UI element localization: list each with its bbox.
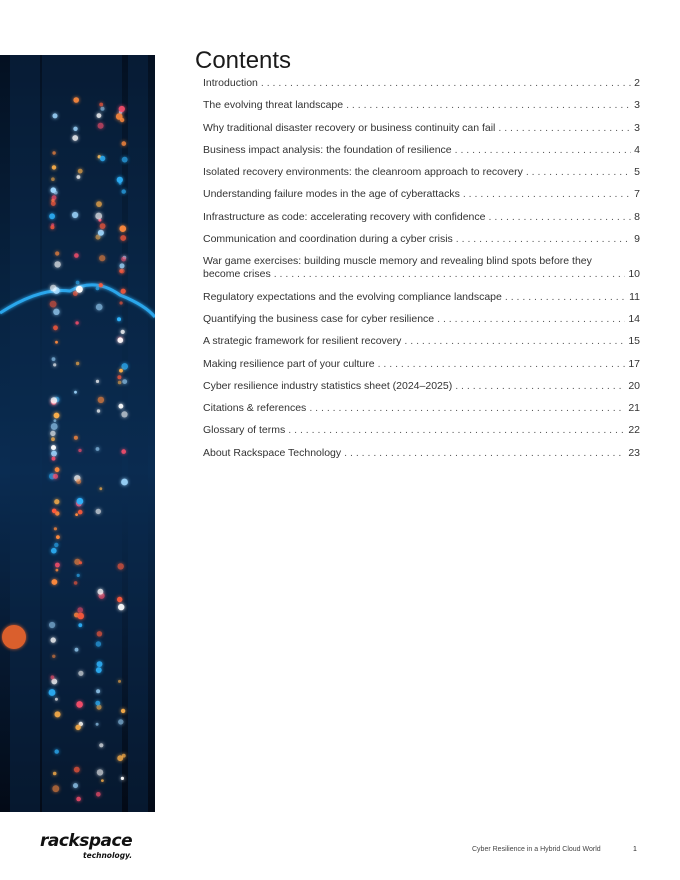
toc-leader-dots [404, 335, 625, 348]
toc-leader-dots [288, 424, 625, 437]
toc-entry-infrastructure-as-code[interactable] [203, 211, 640, 224]
toc-entry-introduction[interactable] [203, 77, 640, 90]
toc-leader-dots [463, 188, 631, 201]
toc-entry-threat-landscape[interactable] [203, 99, 640, 112]
toc-entry-label: Introduction [203, 77, 258, 89]
toc-leader-dots [309, 402, 625, 415]
toc-entry-label: Cyber resilience industry statistics sheet (2024–2025) [203, 379, 453, 392]
server-rack-hero-image [0, 55, 155, 812]
toc-entry-isolated-recovery[interactable] [203, 166, 640, 179]
toc-page-number: 9 [634, 233, 640, 246]
toc-entry-label: Quantifying the business case for cyber resilience [203, 312, 435, 325]
rackspace-logo [40, 832, 132, 860]
toc-entry-business-impact-analysis[interactable] [203, 144, 640, 157]
toc-leader-dots [498, 122, 631, 135]
server-lights-graphic [0, 55, 155, 812]
toc-leader-dots [456, 233, 631, 246]
toc-leader-dots [346, 99, 631, 112]
toc-entry-citations[interactable] [203, 402, 640, 415]
toc-leader-dots [488, 211, 631, 224]
footer-document-title: Cyber Resilience in a Hybrid Cloud World [472, 846, 601, 853]
toc-page-number: 20 [628, 379, 640, 392]
toc-page-number: 2 [634, 77, 640, 89]
toc-entry-about-rackspace[interactable] [203, 447, 640, 460]
toc-entry-label: Regulatory expectations and the evolving compliance landscape [203, 290, 502, 303]
toc-entry-label: Infrastructure as code: accelerating recovery with confidence [203, 210, 486, 223]
toc-page-number: 22 [628, 424, 640, 437]
toc-leader-dots [261, 77, 631, 90]
toc-leader-dots [455, 144, 632, 157]
toc-entry-label: Making resilience part of your culture [203, 357, 375, 370]
toc-leader-dots [526, 166, 631, 179]
toc-entry-label: Citations & references [203, 402, 307, 415]
toc-leader-dots [437, 313, 625, 326]
logo-wordmark: rackspace [40, 831, 133, 851]
toc-entry-strategic-framework[interactable] [203, 335, 640, 348]
toc-page-number: 4 [634, 143, 640, 156]
toc-page-number: 7 [634, 188, 640, 201]
toc-entry-label: About Rackspace Technology [203, 446, 342, 459]
toc-entry-regulatory-expectations[interactable] [203, 291, 640, 304]
toc-leader-dots [274, 268, 626, 281]
toc-entry-war-game-exercises[interactable] [203, 255, 640, 281]
toc-page-number: 21 [628, 402, 640, 415]
table-of-contents [203, 77, 640, 469]
toc-page-number: 5 [634, 166, 640, 179]
toc-entry-label: A strategic framework for resilient recovery [203, 335, 402, 348]
toc-page-number: 10 [628, 268, 640, 281]
toc-leader-dots [455, 380, 625, 393]
toc-entry-label-line1: War game exercises: building muscle memory and revealing blind spots before they [203, 255, 592, 268]
toc-entry-business-case[interactable] [203, 313, 640, 326]
toc-entry-traditional-dr[interactable] [203, 122, 640, 135]
toc-page-number: 8 [634, 210, 640, 223]
toc-leader-dots [344, 447, 625, 460]
toc-page-number: 15 [628, 335, 640, 348]
toc-page-number: 11 [629, 290, 640, 303]
toc-entry-glossary[interactable] [203, 424, 640, 437]
toc-entry-label: Understanding failure modes in the age of cyberattacks [203, 188, 460, 201]
toc-entry-resilience-culture[interactable] [203, 358, 640, 371]
toc-page-number: 3 [634, 99, 640, 112]
toc-entry-failure-modes[interactable] [203, 188, 640, 201]
toc-entry-label: Communication and coordination during a cyber crisis [203, 233, 453, 246]
footer-page-number: 1 [633, 846, 637, 853]
toc-entry-label: The evolving threat landscape [203, 99, 344, 112]
toc-leader-dots [505, 291, 626, 304]
toc-page-number: 14 [628, 312, 640, 325]
toc-entry-statistics-sheet[interactable] [203, 380, 640, 393]
toc-page-number: 3 [634, 121, 640, 134]
toc-page-number: 23 [628, 446, 640, 459]
toc-leader-dots [378, 358, 626, 371]
toc-entry-label: Glossary of terms [203, 424, 286, 437]
toc-page-number: 17 [628, 357, 640, 370]
toc-entry-communication[interactable] [203, 233, 640, 246]
toc-entry-label-line2: become crises [203, 268, 271, 281]
logo-subtext: technology. [83, 851, 133, 860]
toc-entry-label: Isolated recovery environments: the cleanroom approach to recovery [203, 166, 523, 179]
toc-entry-label: Why traditional disaster recovery or business continuity can fail [203, 121, 496, 134]
toc-entry-label: Business impact analysis: the foundation of resilience [203, 143, 452, 156]
page-title: Contents [195, 47, 292, 74]
